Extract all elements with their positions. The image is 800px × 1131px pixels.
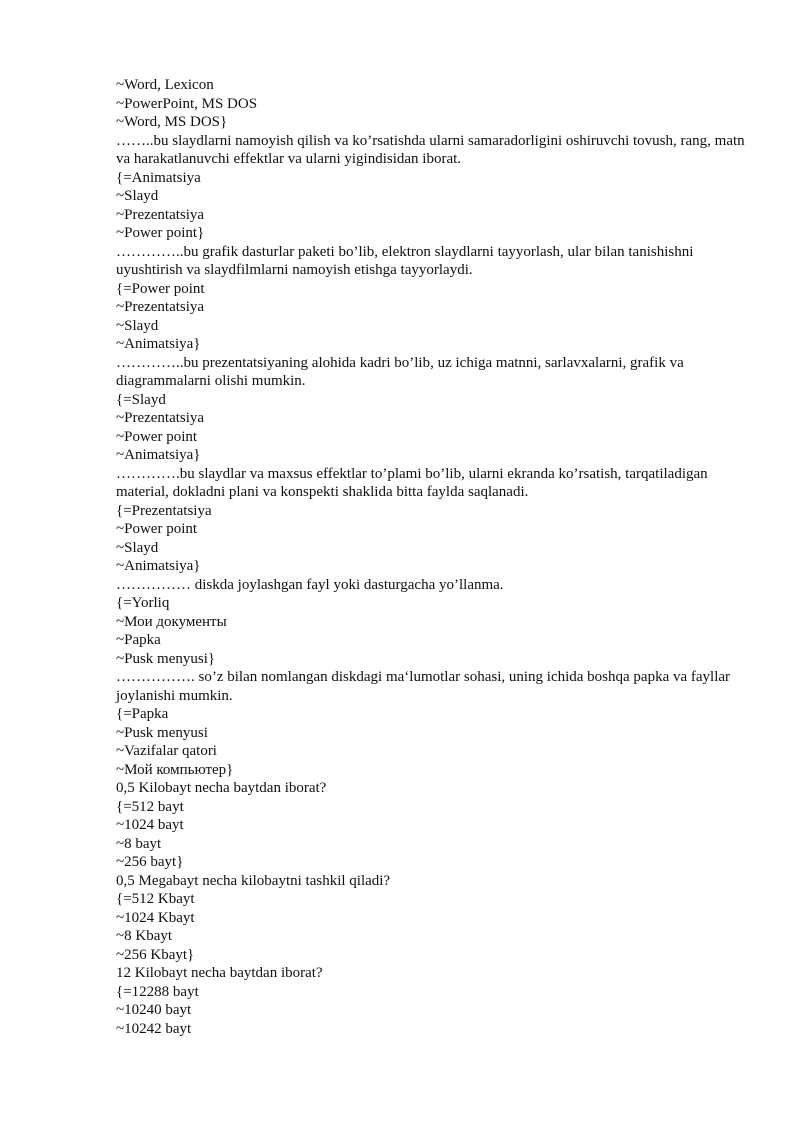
text-line: 12 Kilobayt necha baytdan iborat? xyxy=(116,965,323,981)
text-line: ~Prezentatsiya xyxy=(116,206,205,223)
text-line: ……………. so’z bilan nomlangan diskdagi ma‘lumotlar sohasi, uning ichida boshqa papka va fayllar joylanishi mumkin. xyxy=(116,669,731,704)
document-body xyxy=(116,76,746,1038)
text-line: ~Pusk menyusi xyxy=(116,724,208,741)
text-line: ~10240 bayt xyxy=(116,1002,192,1018)
text-line: ……..bu slaydlarni namoyish qilish va ko’rsatishda ularni samaradorligini oshiruvchi tovush, rang, matn va harakatlanuvchi effektlar va ularni yigindisidan iborat. xyxy=(116,132,745,167)
text-line: {=12288 bayt xyxy=(116,983,199,1000)
text-line: {=512 Kbayt xyxy=(116,891,195,907)
text-line: 0,5 Kilobayt necha baytdan iborat? xyxy=(116,780,327,796)
text-line: ~1024 Kbayt xyxy=(116,909,195,926)
text-line: ~Slayd xyxy=(116,317,159,334)
text-line: ~Word, Lexicon xyxy=(116,77,214,93)
text-line: ~Papka xyxy=(116,632,161,648)
text-line: ~Vazifalar qatori xyxy=(116,743,217,759)
text-line: {=Power point xyxy=(116,280,205,297)
text-line: …………..bu prezentatsiyaning alohida kadri bo’lib, uz ichiga matnni, sarlavxalarni, grafik va diagrammalarni olishi mumkin. xyxy=(116,354,684,389)
text-line: ~10242 bayt xyxy=(116,1020,192,1037)
text-line: ~Мои документы xyxy=(116,613,227,630)
text-line: ………….bu slaydlar va maxsus effektlar to’plami bo’lib, ularni ekranda ko’rsatish, tarqatiladigan material, dokladni plani va konspekti shaklida bitta faylda saqlanadi. xyxy=(116,465,708,500)
text-line: 0,5 Megabayt necha kilobaytni tashkil qiladi? xyxy=(116,872,391,889)
text-line: ~Slayd xyxy=(116,539,159,556)
text-line: ~Pusk menyusi} xyxy=(116,650,216,667)
text-line: {=Slayd xyxy=(116,391,166,408)
text-line: ~256 Kbayt} xyxy=(116,946,195,963)
text-line: ~Word, MS DOS} xyxy=(116,114,228,130)
text-line: ~Prezentatsiya xyxy=(116,410,205,426)
text-line: {=Yorliq xyxy=(116,595,170,611)
text-line: {=512 bayt xyxy=(116,798,184,815)
text-line: ~Мой компьютер} xyxy=(116,761,234,778)
text-line: ~8 Kbayt xyxy=(116,928,173,944)
text-line: ~Power point xyxy=(116,428,198,445)
text-line: {=Papka xyxy=(116,706,169,722)
text-line: ~Animatsiya} xyxy=(116,447,201,463)
text-line: {=Animatsiya xyxy=(116,169,201,186)
text-line: ~Animatsiya} xyxy=(116,336,201,352)
text-line: ~1024 bayt xyxy=(116,817,184,833)
text-line: ~Power point} xyxy=(116,225,205,241)
text-line: ~Slayd xyxy=(116,188,159,204)
text-line: {=Prezentatsiya xyxy=(116,502,212,519)
text-line: …………..bu grafik dasturlar paketi bo’lib, elektron slaydlarni tayyorlash, ular bilan tanishishni uyushtirish va slaydfilmlarni namoyish etishga tayyorlaydi. xyxy=(116,243,694,278)
text-line: ~256 bayt} xyxy=(116,854,184,870)
text-line: …………… diskda joylashgan fayl yoki dasturgacha yo’llanma. xyxy=(116,576,504,593)
text-line: ~PowerPoint, MS DOS xyxy=(116,95,258,112)
text-line: ~Animatsiya} xyxy=(116,558,201,574)
text-line: ~Prezentatsiya xyxy=(116,299,205,315)
text-line: ~8 bayt xyxy=(116,835,162,852)
text-line: ~Power point xyxy=(116,521,198,537)
